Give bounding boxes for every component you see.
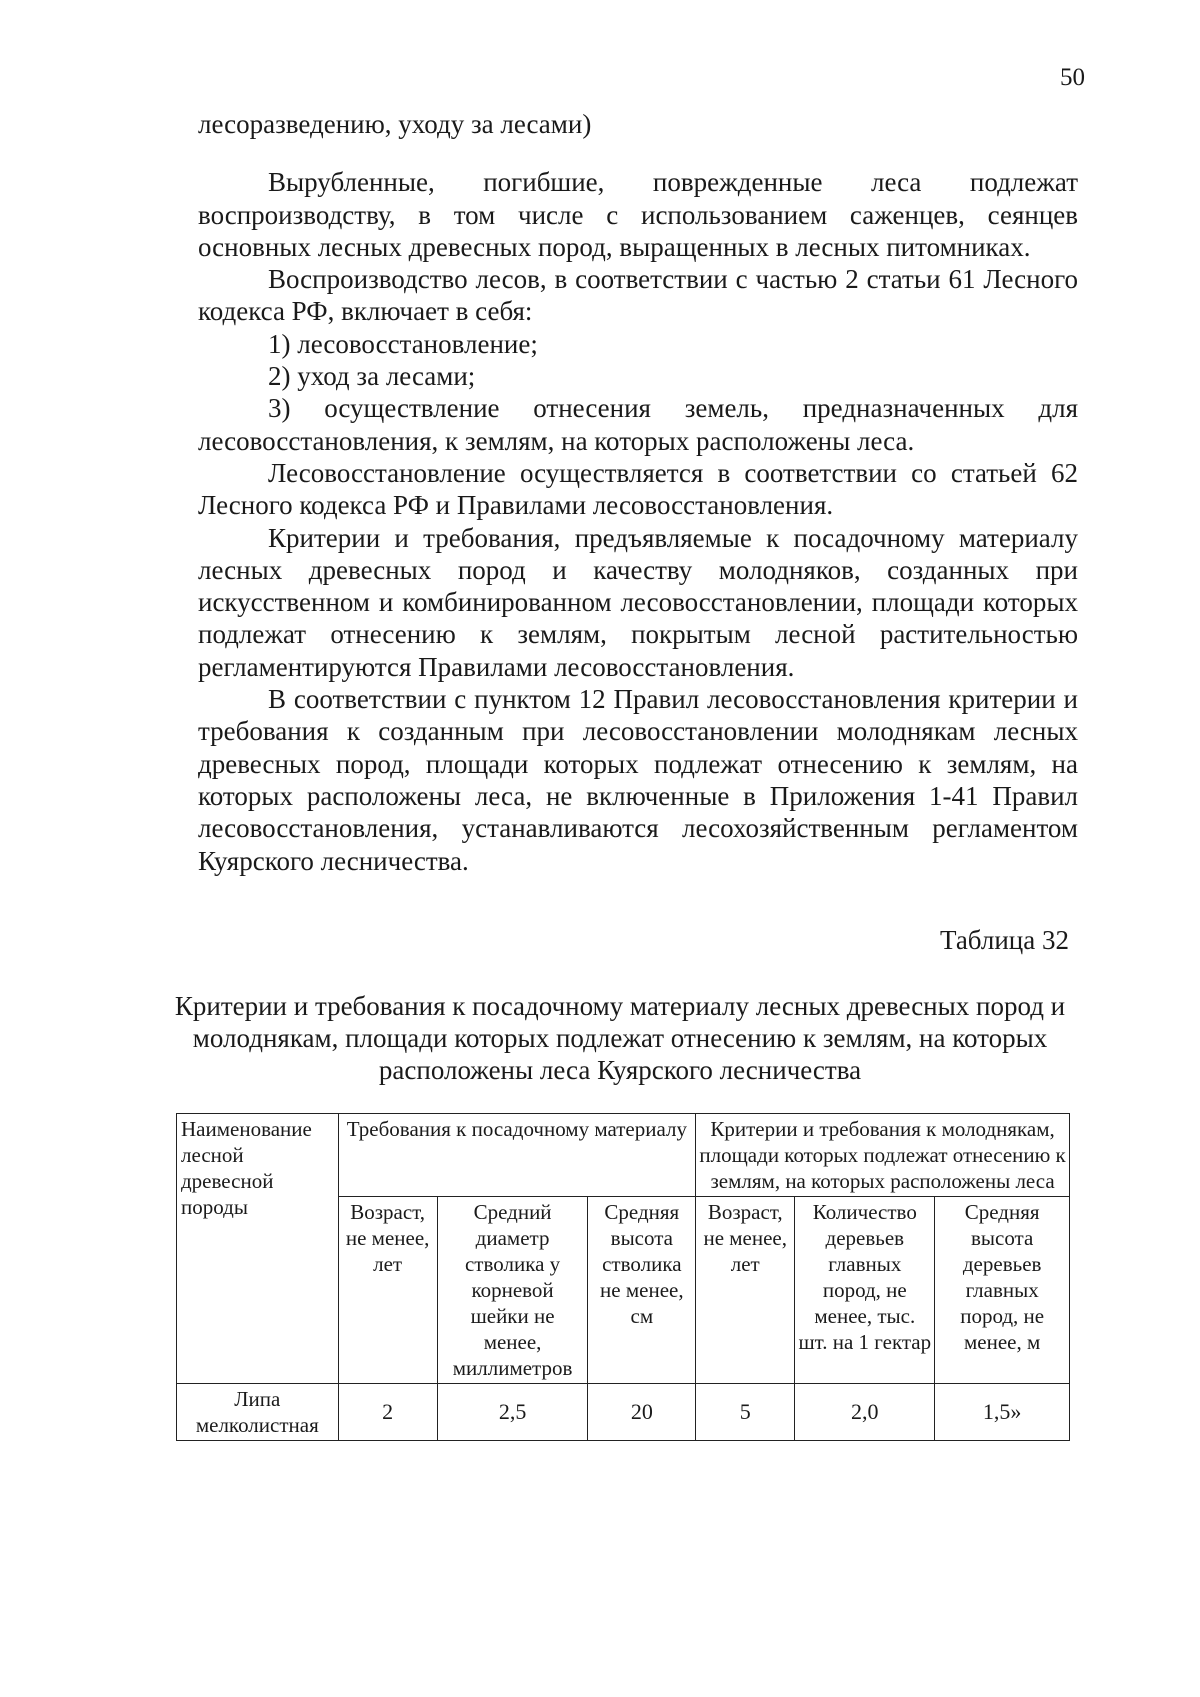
paragraph-reproduction-duty: Вырубленные, погибшие, поврежденные леса подлежат воспроизводству, в том числе с использованием саженцев, сеянцев основных лесных древесных пород, выращенных в лесных питомниках. <box>198 167 1078 262</box>
paragraph-criteria: Критерии и требования, предъявляемые к посадочному материалу лесных древесных пород и качеству молодняков, созданных при искусственном и комбинированном лесовосстановлении, площади которых подлежат отнесению к землям, покрытым лесной растительностью регламентируются Правилами лесовосстановления. <box>198 522 1078 682</box>
table-title: Критерии и требования к посадочному материалу лесных древесных пород и молоднякам, площади которых подлежат отнесению к землям, на которых расположены леса Куярского лесничества <box>174 991 1066 1085</box>
page-number: 50 <box>1060 64 1085 91</box>
header-young-height: Средняя высота деревьев главных пород, не менее, м <box>935 1197 1070 1384</box>
header-material-diameter: Средний диаметр стволика у корневой шейки не менее, миллиметров <box>437 1197 588 1384</box>
cell-young-age: 5 <box>696 1384 795 1441</box>
paragraph-rules-12: В соответствии с пунктом 12 Правил лесовосстановления критерии и требования к созданным при лесовосстановлении молоднякам лесных древесных пород, площади которых подлежат отнесению к землям, на которых расположены леса, не включенные в Приложения 1-41 Правил лесовосстановления, устанавливаются лесохозяйственным регламентом Куярского лесничества. <box>198 684 1078 876</box>
header-young-count: Количество деревьев главных пород, не менее, тыс. шт. на 1 гектар <box>795 1197 935 1384</box>
header-group-young: Критерии и требования к молоднякам, площади которых подлежат отнесению к землям, на которых расположены леса <box>696 1114 1070 1197</box>
cell-species: Липа мелколистная <box>177 1384 339 1441</box>
header-material-age: Возраст, не менее, лет <box>338 1197 437 1384</box>
header-material-height: Средняя высота стволика не менее, см <box>588 1197 696 1384</box>
header-group-material: Требования к посадочному материалу <box>338 1114 696 1197</box>
list-item-2: 2) уход за лесами; <box>268 361 476 392</box>
paragraph-reproduction-includes: Воспроизводство лесов, в соответствии с частью 2 статьи 61 Лесного кодекса РФ, включает в себя: <box>198 264 1078 327</box>
cell-material-height: 20 <box>588 1384 696 1441</box>
paragraph-continuation: лесоразведению, уходу за лесами) <box>198 109 592 139</box>
list-item-3: 3) осуществление отнесения земель, предназначенных для лесовосстановления, к землям, на которых расположены леса. <box>198 393 1078 456</box>
requirements-table <box>176 1113 1070 1441</box>
cell-young-height: 1,5» <box>935 1384 1070 1441</box>
table-label: Таблица 32 <box>940 925 1069 955</box>
paragraph-reforestation: Лесовосстановление осуществляется в соответствии со статьей 62 Лесного кодекса РФ и Правилами лесовосстановления. <box>198 457 1078 521</box>
header-young-age: Возраст, не менее, лет <box>696 1197 795 1384</box>
cell-material-diameter: 2,5 <box>437 1384 588 1441</box>
body-text <box>198 108 1078 877</box>
table-header-row-groups <box>177 1114 1070 1197</box>
cell-young-count: 2,0 <box>795 1384 935 1441</box>
list-item-1: 1) лесовосстановление; <box>268 328 538 359</box>
cell-material-age: 2 <box>338 1384 437 1441</box>
header-species: Наименование лесной древесной породы <box>177 1114 339 1384</box>
table-row <box>177 1384 1070 1441</box>
